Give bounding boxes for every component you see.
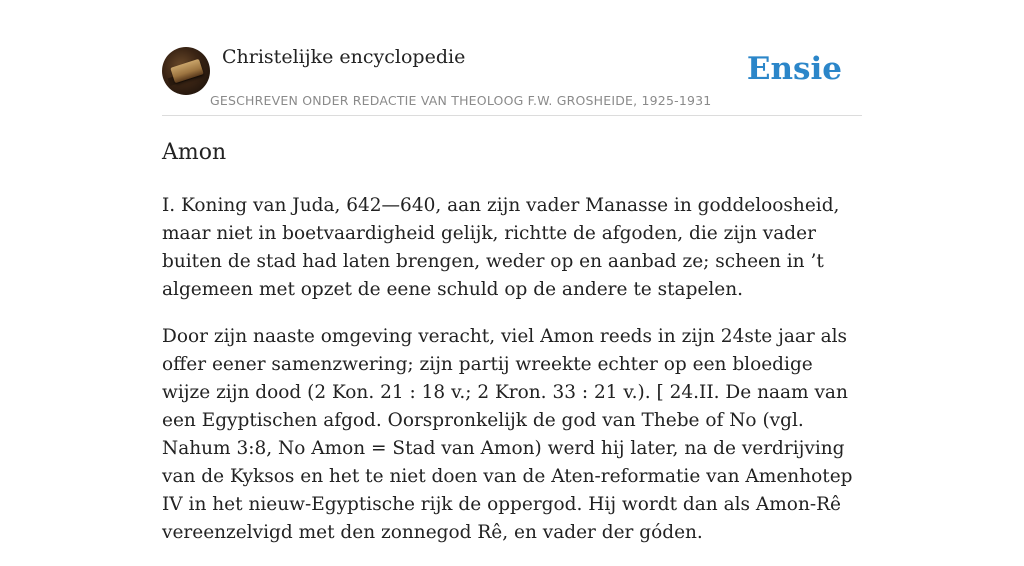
site-subtitle: GESCHREVEN ONDER REDACTIE VAN THEOLOOG F.W. GROSHEIDE, 1925-1931: [210, 93, 712, 108]
article-title: Amon: [162, 140, 227, 165]
brand-logo[interactable]: Ensie: [746, 51, 842, 87]
site-header: [162, 46, 862, 116]
encyclopedia-avatar[interactable]: [162, 47, 210, 95]
article-paragraph-1: I. Koning van Juda, 642—640, aan zijn vader Manasse in goddeloosheid, maar niet in boetvaardigheid gelijk, richtte de afgoden, die zijn vader buiten de stad had laten brengen, weder op en aanbad ze; scheen in ’t algemeen met opzet de eene schuld op de andere te stapelen.: [162, 195, 840, 300]
article-paragraph-2: Door zijn naaste omgeving veracht, viel Amon reeds in zijn 24ste jaar als offer eener samenzwering; zijn partij wreekte echter op een bloedige wijze zijn dood (2 Kon. 21 : 18 v.; 2 Kron. 33 : 21 v.). [ 24.II. De naam van een Egyptischen afgod. Oorspronkelijk de god van Thebe of No (vgl. Nahum 3:8, No Amon = Stad van Amon) werd hij later, na de verdrijving van de Kyksos en het te niet doen van de Aten-reformatie van Amenhotep IV in het nieuw-Egyptische rijk de oppergod. Hij wordt dan als Amon-Rê vereenzelvigd met den zonnegod Rê, en vader der góden.: [162, 326, 853, 543]
article-body: [162, 192, 864, 566]
site-title[interactable]: Christelijke encyclopedie: [222, 46, 466, 68]
